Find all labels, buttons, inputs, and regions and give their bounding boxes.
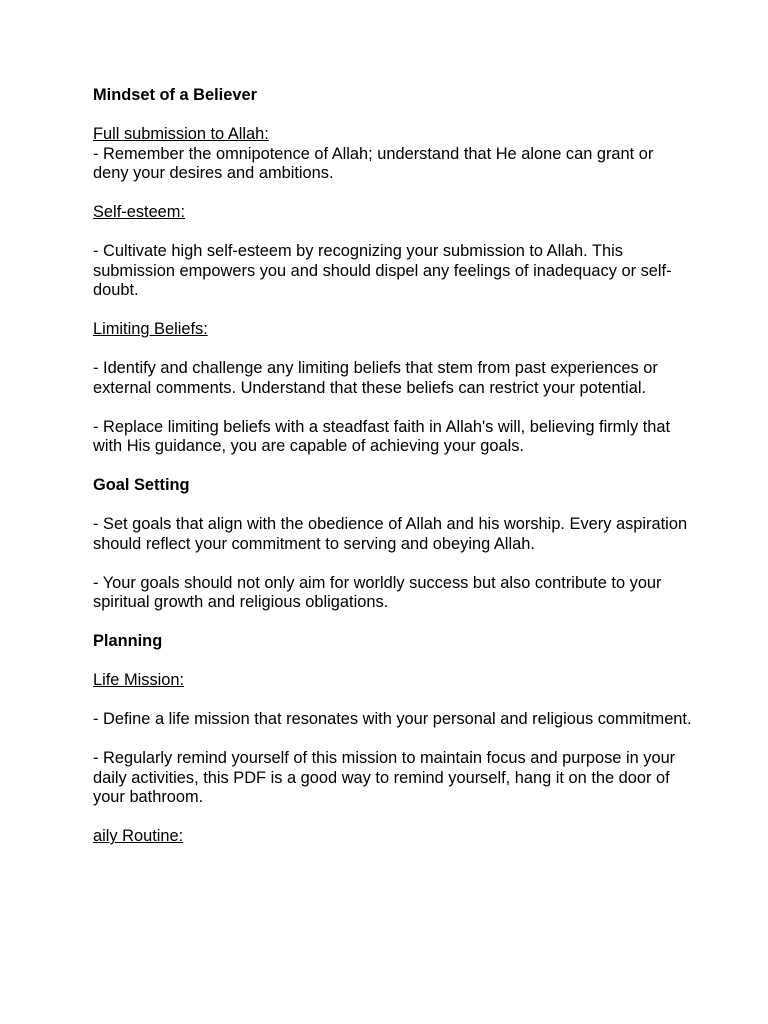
life-mission-heading-text: Life Mission: — [93, 671, 185, 689]
document-page — [93, 86, 693, 866]
daily-routine-heading-text: aily Routine: — [93, 827, 184, 845]
goal-setting-paragraph-1: - Set goals that align with the obedience of Allah and his worship. Every aspiration should reflect your commitment to serving and obeying Allah. — [93, 515, 688, 553]
life-mission-paragraph-2: - Regularly remind yourself of this mission to maintain focus and purpose in your daily activities, this PDF is a good way to remind yourself, hang it on the door of your bathroom. — [93, 749, 676, 806]
limiting-beliefs-paragraph-2: - Replace limiting beliefs with a steadfast faith in Allah's will, believing firmly that with His guidance, you are capable of achieving your goals. — [93, 417, 671, 455]
daily-routine-heading — [93, 827, 693, 847]
goal-setting-heading: Goal Setting — [93, 476, 190, 494]
planning-heading: Planning — [93, 632, 163, 650]
full-submission-paragraph: - Remember the omnipotence of Allah; understand that He alone can grant or deny your desires and ambitions. — [93, 144, 654, 182]
full-submission-heading-text: Full submission to Allah: — [93, 125, 269, 143]
self-esteem-heading — [93, 203, 693, 223]
goal-setting-paragraph-2: - Your goals should not only aim for worldly success but also contribute to your spiritual growth and religious obligations. — [93, 573, 662, 611]
self-esteem-heading-text: Self-esteem: — [93, 203, 186, 221]
life-mission-paragraph-1: - Define a life mission that resonates with your personal and religious commitment. — [93, 710, 692, 728]
life-mission-heading — [93, 671, 693, 691]
document-title: Mindset of a Believer — [93, 86, 257, 104]
self-esteem-paragraph: - Cultivate high self-esteem by recognizing your submission to Allah. This submission empowers you and should dispel any feelings of inadequacy or self-doubt. — [93, 242, 672, 299]
limiting-beliefs-heading — [93, 320, 693, 340]
limiting-beliefs-paragraph-1: - Identify and challenge any limiting beliefs that stem from past experiences or external comments. Understand that these beliefs can restrict your potential. — [93, 359, 658, 397]
limiting-beliefs-heading-text: Limiting Beliefs: — [93, 320, 208, 338]
full-submission-heading — [93, 125, 693, 145]
